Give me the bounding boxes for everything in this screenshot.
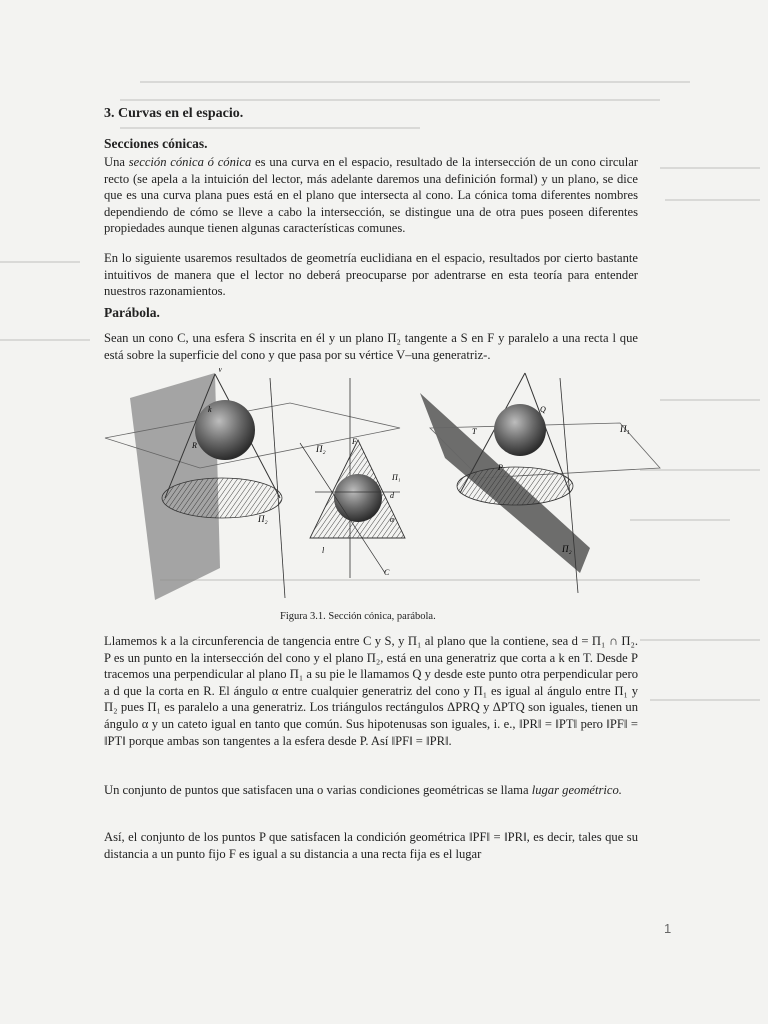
parabola-title: Parábola. — [104, 305, 160, 320]
lugar-paragraph — [104, 782, 638, 799]
subsection-title: Secciones cónicas. — [104, 136, 208, 151]
figure-conic-section — [100, 368, 665, 600]
intro-text-b: es una curva en el espacio, resultado de la intersección de un cono circular recto (se apela a la intuición del lector, más adelante daremos una definición formal) y un plano, se dice que es una curva plana pues está en el plano que intersecta al cono. La cónica toma diferentes nombres dependiendo de cómo se lleve a cabo la intersección, se distingue una de otra pues poseen diferentes propiedades aunque tienen algunas características comunes. — [104, 155, 638, 236]
label-c: C — [384, 568, 390, 577]
figure-right — [420, 373, 660, 593]
label-pi2-mid: Π₂ — [316, 444, 326, 454]
label-r: R — [192, 441, 197, 450]
label-t: T — [472, 427, 477, 436]
label-alpha: α — [390, 515, 395, 524]
intro-term: sección cónica ó cónica — [128, 155, 252, 169]
label-d: d — [390, 491, 394, 500]
intro-paragraph-2: En lo siguiente usaremos resultados de geometría euclidiana en el espacio, resultados por cierto bastante intuitivos de manera que el lector no deberá preocuparse por adentrarse en esta teoría para entender nuestros razonamientos. — [104, 251, 638, 299]
parabola-paragraph-1: Sean un cono C, una esfera S inscrita en él y un plano Π₂ tangente a S en F y paralelo a una recta l que está sobre la superficie del cono y que pasa por su vértice V–una generatriz-. — [104, 331, 638, 362]
label-pi1-right: Π₁ — [620, 424, 630, 434]
lugar-term: lugar geométrico. — [531, 783, 622, 797]
label-v-left: V — [218, 368, 223, 374]
intro-text-a: Una — [104, 155, 129, 169]
label-l: l — [322, 546, 325, 555]
label-q: Q — [540, 405, 546, 414]
figure-middle — [300, 378, 405, 578]
label-p: P — [498, 463, 503, 472]
label-pi2-left: Π₂ — [258, 514, 268, 524]
page-number: 1 — [664, 921, 672, 936]
label-f: F — [352, 437, 357, 446]
label-pi2-right: Π₂ — [562, 544, 572, 554]
label-pi1-mid: Π₁ — [392, 473, 401, 482]
last-paragraph: Así, el conjunto de los puntos P que satisfacen la condición geométrica ‖PF‖ = ‖PR‖, es decir, tales que su distancia a un punto fijo F es igual a su distancia a una recta fija es el lugar — [104, 830, 638, 861]
figure-caption: Figura 3.1. Sección cónica, parábola. — [280, 611, 436, 622]
intro-paragraph-1 — [104, 154, 638, 237]
label-k: k — [208, 405, 212, 414]
section-title: 3. Curvas en el espacio. — [104, 106, 244, 121]
lugar-text: Un conjunto de puntos que satisfacen una o varias condiciones geométricas se llama — [104, 783, 532, 797]
parabola-paragraph-2: Llamemos k a la circunferencia de tangencia entre C y S, y Π₁ al plano que la contiene, sea d = Π₁ ∩ Π₂. P es un punto en la intersección del cono y el plano Π₂, está en una generatriz que corta a k en T. Desde P tracemos una perpendicular al plano Π₁ a su pie le llamamos Q y desde este punto otra perpendicular pero a d que la corta en R. El ángulo α entre cualquier generatriz del cono y Π₁ es igual al ángulo entre Π₁ y Π₂ pues Π₁ es paralelo a una generatriz. Los triángulos rectángulos ΔPRQ y ΔPTQ son iguales, tienen un ángulo α y un cateto igual en tanto que común. Sus hipotenusas son iguales, i. e., ‖PR‖ = ‖PT‖ pero ‖PF‖ = ‖PT‖ porque ambas son tangentes a la esfera desde P. Así ‖PF‖ = ‖PR‖. — [104, 634, 638, 748]
